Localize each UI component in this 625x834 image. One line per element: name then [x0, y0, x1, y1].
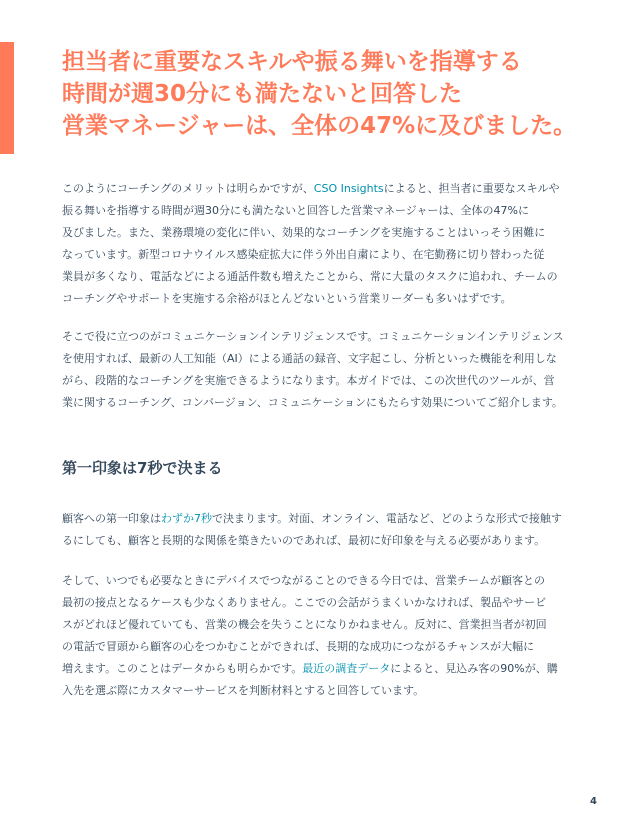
paragraph-line: 増えます。このことはデータからも明らかです。最近の調査データによると、見込み客の90%が、購	[62, 662, 558, 675]
paragraph-line: るにしても、顧客と長期的な関係を築きたいのであれば、最初に好印象を与える必要があります。	[62, 534, 546, 547]
cso-insights-link[interactable]: CSO Insights	[313, 182, 384, 195]
paragraph-line: 入先を選ぶ際にカスタマーサービスを判断材料とすると回答しています。	[62, 684, 425, 697]
paragraph-line: 業員が多くなり、電話などによる通話件数も増えたことから、常に大量のタスクに追われ、チームの	[62, 270, 558, 283]
page-headline	[62, 46, 602, 142]
paragraph-line: 顧客への第一印象はわずか7秒で決まります。対面、オンライン、電話など、どのような形式で接触す	[62, 512, 562, 525]
headline-line: 時間が週30分にも満たないと回答した	[62, 81, 463, 107]
paragraph-line: そこで役に立つのがコミュニケーションインテリジェンスです。コミュニケーションインテリジェンス	[62, 330, 564, 343]
paragraph-line: がら、段階的なコーチングを実施できるようになります。本ガイドでは、この次世代のツールが、営	[62, 374, 555, 387]
accent-bar	[0, 42, 14, 154]
paragraph-line: なっています。新型コロナウイルス感染症拡大に伴う外出自粛により、在宅勤務に切り替わった従	[62, 248, 545, 261]
first-impression-paragraph	[62, 508, 577, 552]
recent-survey-link[interactable]: 最近の調査データ	[302, 662, 391, 675]
communication-intelligence-paragraph	[62, 326, 577, 414]
section-heading: 第一印象は7秒で決まる	[62, 459, 223, 477]
seven-seconds-link[interactable]: わずか7秒	[161, 512, 212, 525]
paragraph-line: そして、いつでも必要なときにデバイスでつながることのできる今日では、営業チームが顧客との	[62, 574, 546, 587]
paragraph-line: スがどれほど優れていても、営業の機会を失うことになりかねません。反対に、営業担当者が初回	[62, 618, 547, 631]
paragraph-line: 業に関するコーチング、コンバージョン、コミュニケーションにもたらす効果についてご紹介します。	[62, 396, 563, 409]
paragraph-line: コーチングやサポートを実施する余裕がほとんどないという営業リーダーも多いはずです。	[62, 292, 512, 305]
paragraph-line: を使用すれば、最新の人工知能（AI）による通話の録音、文字起こし、分析といった機能を利用しな	[62, 352, 557, 365]
paragraph-line: 及びました。また、業務環境の変化に伴い、効果的なコーチングを実施することはいっそう困難に	[62, 226, 546, 239]
headline-line: 担当者に重要なスキルや振る舞いを指導する	[62, 49, 522, 75]
paragraph-line: 振る舞いを指導する時間が週30分にも満たないと回答した営業マネージャーは、全体の47%に	[62, 204, 530, 217]
paragraph-line: の電話で冒頭から顧客の心をつかむことができれば、長期的な成功につながるチャンスが大幅に	[62, 640, 535, 653]
page-number: 4	[590, 796, 597, 807]
sales-team-paragraph	[62, 570, 577, 702]
paragraph-line: 最初の接点となるケースも少なくありません。ここでの会話がうまくいかなければ、製品やサービ	[62, 596, 547, 609]
headline-line: 営業マネージャーは、全体の47%に及びました。	[62, 113, 577, 139]
intro-paragraph	[62, 178, 577, 310]
paragraph-line: このようにコーチングのメリットは明らかですが、CSO Insightsによると、担当者に重要なスキルや	[62, 182, 560, 195]
